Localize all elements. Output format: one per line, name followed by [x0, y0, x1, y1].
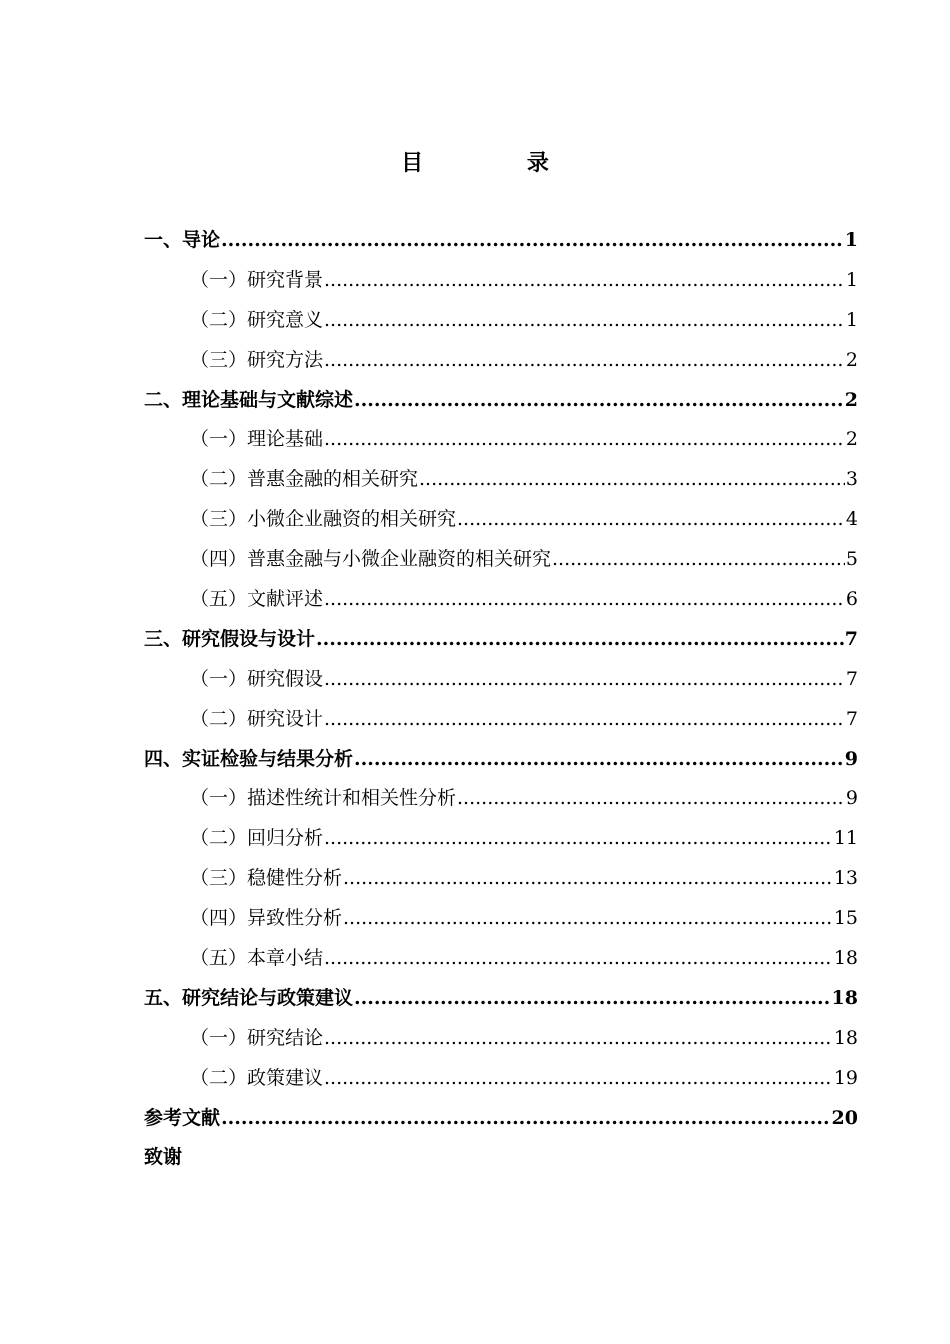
toc-page-number: 15 — [833, 907, 858, 930]
toc-dot-leader — [354, 979, 831, 1019]
toc-chapter-entry[interactable] — [144, 1099, 858, 1139]
toc-entry-label: （一）研究结论 — [190, 1026, 324, 1049]
toc-dot-leader — [221, 221, 844, 261]
toc-page-number: 1 — [844, 229, 858, 251]
toc-page-number: 7 — [844, 627, 858, 650]
toc-dot-leader — [324, 700, 845, 740]
toc-section-entry[interactable] — [144, 939, 858, 979]
toc-section-entry[interactable] — [144, 819, 858, 859]
toc-section-entry[interactable] — [144, 301, 858, 341]
toc-dot-leader — [354, 381, 844, 421]
toc-entry-label: （五）文献评述 — [190, 588, 324, 611]
toc-page-number: 3 — [845, 468, 858, 491]
toc-dot-leader — [324, 420, 845, 460]
toc-dot-leader — [221, 1099, 831, 1139]
toc-section-entry[interactable] — [144, 899, 858, 939]
toc-page-number: 13 — [833, 867, 858, 890]
toc-dot-leader — [324, 1019, 833, 1059]
toc-entry-label: （一）描述性统计和相关性分析 — [190, 787, 457, 810]
toc-page-number: 9 — [844, 747, 858, 770]
toc-entry-label: （三）稳健性分析 — [190, 867, 343, 890]
toc-section-entry[interactable] — [144, 700, 858, 740]
toc-dot-leader — [324, 1059, 833, 1099]
toc-entry-label: 五、研究结论与政策建议 — [144, 986, 354, 1009]
toc-page-number: 11 — [833, 827, 858, 850]
toc-page-number: 19 — [833, 1066, 858, 1089]
toc-dot-leader — [552, 540, 845, 580]
toc-page-number: 1 — [845, 308, 858, 331]
toc-page-number: 5 — [845, 548, 858, 571]
toc-entry-label: （五）本章小结 — [190, 947, 324, 970]
toc-page-number: 2 — [845, 348, 858, 371]
toc-entry-label: （三）小微企业融资的相关研究 — [190, 508, 457, 531]
toc-dot-leader — [419, 460, 845, 500]
toc-entry-label: 一、导论 — [144, 229, 221, 251]
toc-entry-label: 四、实证检验与结果分析 — [144, 747, 354, 770]
toc-entry-label: （三）研究方法 — [190, 348, 324, 371]
toc-dot-leader — [316, 620, 844, 660]
toc-section-entry[interactable] — [144, 460, 858, 500]
toc-section-entry[interactable] — [144, 859, 858, 899]
toc-section-entry[interactable] — [144, 660, 858, 700]
toc-chapter-entry[interactable] — [144, 221, 858, 261]
toc-entry-label: 参考文献 — [144, 1106, 221, 1129]
toc-entry-label: 致谢 — [144, 1146, 183, 1169]
toc-page-number: 6 — [845, 588, 858, 611]
toc-page-number: 9 — [845, 787, 858, 810]
toc-page-number: 20 — [831, 1106, 858, 1129]
toc-section-entry[interactable] — [144, 341, 858, 381]
toc-dot-leader — [324, 819, 833, 859]
toc-entry-label: （二）回归分析 — [190, 827, 324, 850]
toc-dot-leader — [343, 859, 833, 899]
toc-dot-leader — [324, 939, 833, 979]
toc-dot-leader — [354, 740, 844, 780]
toc-entry-label: （二）政策建议 — [190, 1066, 324, 1089]
toc-page-number: 18 — [833, 947, 858, 970]
toc-entry-label: （四）异致性分析 — [190, 907, 343, 930]
toc-entry-label: （一）研究背景 — [190, 268, 324, 291]
toc-page-number: 4 — [845, 508, 858, 531]
toc-chapter-entry[interactable] — [144, 381, 858, 421]
toc-section-entry[interactable] — [144, 500, 858, 540]
toc-page-number: 2 — [844, 388, 858, 411]
toc-entry-label: （一）理论基础 — [190, 428, 324, 451]
table-of-contents — [144, 221, 858, 1178]
toc-page-number: 2 — [845, 428, 858, 451]
toc-entry-label: 二、理论基础与文献综述 — [144, 388, 354, 411]
toc-page-number: 18 — [831, 986, 858, 1009]
toc-page-number: 1 — [845, 268, 858, 291]
toc-dot-leader — [457, 779, 845, 819]
toc-dot-leader — [343, 899, 833, 939]
toc-section-entry[interactable] — [144, 540, 858, 580]
toc-entry-label: （二）研究设计 — [190, 707, 324, 730]
toc-entry-label: 三、研究假设与设计 — [144, 627, 316, 650]
toc-entry-label: （一）研究假设 — [190, 667, 324, 690]
toc-dot-leader — [324, 580, 845, 620]
toc-dot-leader — [324, 660, 845, 700]
toc-section-entry[interactable] — [144, 420, 858, 460]
toc-section-entry[interactable] — [144, 1019, 858, 1059]
toc-page-number: 18 — [833, 1026, 858, 1049]
toc-dot-leader — [457, 500, 845, 540]
toc-dot-leader — [324, 341, 845, 381]
toc-entry-label: （二）研究意义 — [190, 308, 324, 331]
toc-chapter-entry[interactable] — [144, 1138, 858, 1178]
toc-chapter-entry[interactable] — [144, 740, 858, 780]
toc-section-entry[interactable] — [144, 1059, 858, 1099]
toc-page-number: 7 — [845, 667, 858, 690]
toc-chapter-entry[interactable] — [144, 979, 858, 1019]
toc-title: 目 录 — [401, 150, 597, 176]
toc-entry-label: （二）普惠金融的相关研究 — [190, 468, 419, 491]
toc-section-entry[interactable] — [144, 261, 858, 301]
toc-entry-label: （四）普惠金融与小微企业融资的相关研究 — [190, 548, 552, 571]
toc-page-number: 7 — [845, 707, 858, 730]
toc-section-entry[interactable] — [144, 580, 858, 620]
toc-section-entry[interactable] — [144, 779, 858, 819]
toc-dot-leader — [324, 301, 845, 341]
toc-dot-leader — [324, 261, 845, 301]
toc-chapter-entry[interactable] — [144, 620, 858, 660]
